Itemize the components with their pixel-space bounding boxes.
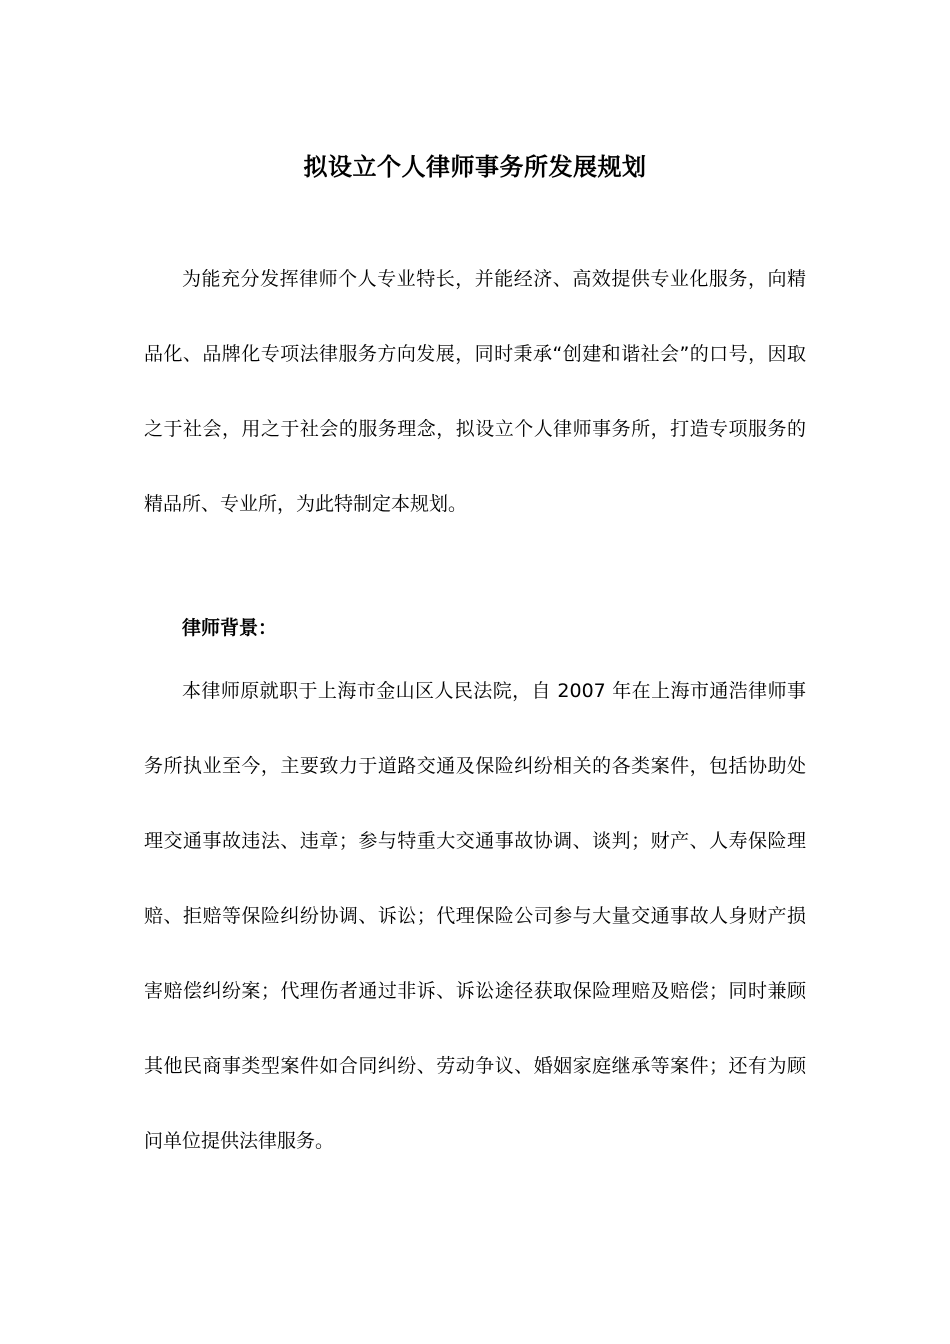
background-paragraph: 本律师原就职于上海市金山区人民法院，自 2007 年在上海市通浩律师事务所执业至今，主要致力于道路交通及保险纠纷相关的各类案件，包括协助处理交通事故违法、违章；参与特重大交通事故协调、谈判；财产、人寿保险理赔、拒赔等保险纠纷协调、诉讼；代理保险公司参与大量交通事故人身财产损害赔偿纠纷案；代理伤者通过非诉、诉讼途径获取保险理赔及赔偿；同时兼顾其他民商事类型案件如合同纠纷、劳动争议、婚姻家庭继承等案件；还有为顾问单位提供法律服务。	[144, 680, 806, 1152]
document-title: 拟设立个人律师事务所发展规划	[303, 153, 647, 182]
section-heading-lawyer-background: 律师背景：	[182, 617, 278, 639]
intro-paragraph: 为能充分发挥律师个人专业特长，并能经济、高效提供专业化服务，向精品化、品牌化专项法律服务方向发展，同时秉承“创建和谐社会”的口号，因取之于社会，用之于社会的服务理念，拟设立个人律师事务所，打造专项服务的精品所、专业所，为此特制定本规划。	[144, 268, 806, 515]
